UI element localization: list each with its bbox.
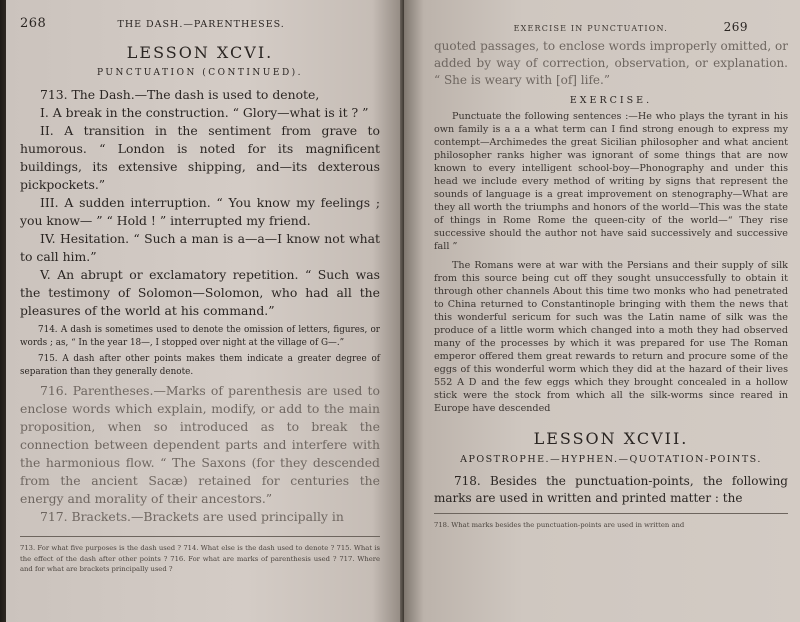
dash-use-3: III. A sudden interruption. “ You know my feelings ; you know— ” “ Hold ! ” interrupted my friend. — [20, 195, 380, 228]
left-page-number: 268 — [20, 16, 47, 31]
right-page-number: 269 — [723, 20, 748, 34]
lesson-title-xcvii: LESSON XCVII. — [533, 429, 689, 448]
paragraph-716: 716. Parentheses.—Marks of parenthesis are used to enclose words which explain, modify, or add to the main proposition, when so introduced as to break the connection between dependent parts and interfere with the harmonious flow. “ The Saxons (for they descended from the ancient Sacæ) retained for centuries the energy and morality of their ancestors.” — [20, 383, 380, 506]
left-running-head — [20, 16, 380, 31]
right-running-title: EXERCISE IN PUNCTUATION. — [513, 24, 668, 33]
exercise-title: EXERCISE. — [569, 95, 653, 106]
lesson-title-xcvi: LESSON XCVI. — [126, 43, 274, 62]
lesson-subtitle-xcvii: APOSTROPHE.—HYPHEN.—QUOTATION-POINTS. — [460, 454, 762, 465]
dash-use-2: II. A transition in the sentiment from grave to humorous. “ London is noted for its magnificent buildings, its extensive shipping, and—its dexterous pickpockets.” — [20, 123, 380, 192]
lesson-subtitle-xcvi: PUNCTUATION (CONTINUED). — [96, 68, 304, 78]
paragraph-718-block — [434, 473, 788, 507]
brackets-text: quoted passages, to enclose words improperly omitted, or added by way of correction, observation, or explanation. “ She is weary with [of] life.” — [434, 39, 788, 87]
right-running-head — [434, 20, 788, 34]
parentheses-section — [20, 382, 380, 526]
dash-use-5: V. An abrupt or exclamatory repetition. “ Such was the testimony of Solomon—Solomon, who had all the pleasures of the world at his command.” — [20, 267, 380, 318]
paragraph-718: 718. Besides the punctuation-points, the following marks are used in written and printed matter : the — [434, 474, 788, 505]
left-footnote: 713. For what five purposes is the dash used ? 714. What else is the dash used to denote ? 715. What is the effect of the dash after other points ? 716. For what are marks of parenthesis used ? 717. Where and for what are brackets principally used ? — [20, 544, 380, 573]
exercise-sentences: Punctuate the following sentences :—He who plays the tyrant in his own family is a a a what term can I find strong enough to express my contempt—Archimedes the great Sicilian philosopher and what ancient philosopher ranks higher was ignorant of some things that are now known to every intelligent school-boy—Phonography and under this head we include every method of writing by signs that represent the sounds of language is a great improvement on stenography—What are they all worth the triumphs and honors of the world—This was the state of things in Rome Rome the queen-city of the world—“ They rise successive should the author not have said successively and successive fall ” — [434, 111, 788, 252]
paragraph-717: 717. Brackets.—Brackets are used principally in — [40, 509, 344, 524]
footnote-rule — [20, 536, 380, 537]
right-page — [404, 0, 800, 622]
brackets-continued — [434, 38, 788, 89]
left-page — [6, 0, 404, 622]
right-footnote-rule — [434, 513, 788, 514]
left-running-title: THE DASH.—PARENTHESES. — [117, 19, 285, 30]
paragraph-715: 715. A dash after other points makes them indicate a greater degree of separation than they generally denote. — [20, 354, 380, 377]
dash-use-1: I. A break in the construction. “ Glory—what is it ? ” — [40, 105, 369, 120]
paragraph-713: 713. The Dash.—The dash is used to denote, — [40, 87, 320, 102]
dash-use-4: IV. Hesitation. “ Such a man is a—a—I know not what to call him.” — [20, 231, 380, 264]
exercise-passage: The Romans were at war with the Persians and their supply of silk from this source being cut off they sought unsuccessfully to obtain it through other channels About this time two monks who had penetrated to China returned to Constantinople bringing with them the news that this wonderful sericum for such was the Latin name of silk was the produce of a little worm which changed into a moth they had observed many of the processes by which it was prepared for use The Roman emperor offered them great rewards to return and procure some of the eggs of this wonderful worm which they did at the hazard of their lives 552 A D and the few eggs which they brought concealed in a hollow stick were the stock from which all the silk-worms since reared in Europe have descended — [434, 260, 788, 414]
right-footnote: 718. What marks besides the punctuation-points are used in written and — [434, 521, 685, 529]
paragraph-714: 714. A dash is sometimes used to denote the omission of letters, figures, or words ; as, “ In the year 18—, I stopped over night at the village of G—.” — [20, 325, 380, 348]
small-notes — [20, 324, 380, 378]
dash-section — [20, 86, 380, 320]
